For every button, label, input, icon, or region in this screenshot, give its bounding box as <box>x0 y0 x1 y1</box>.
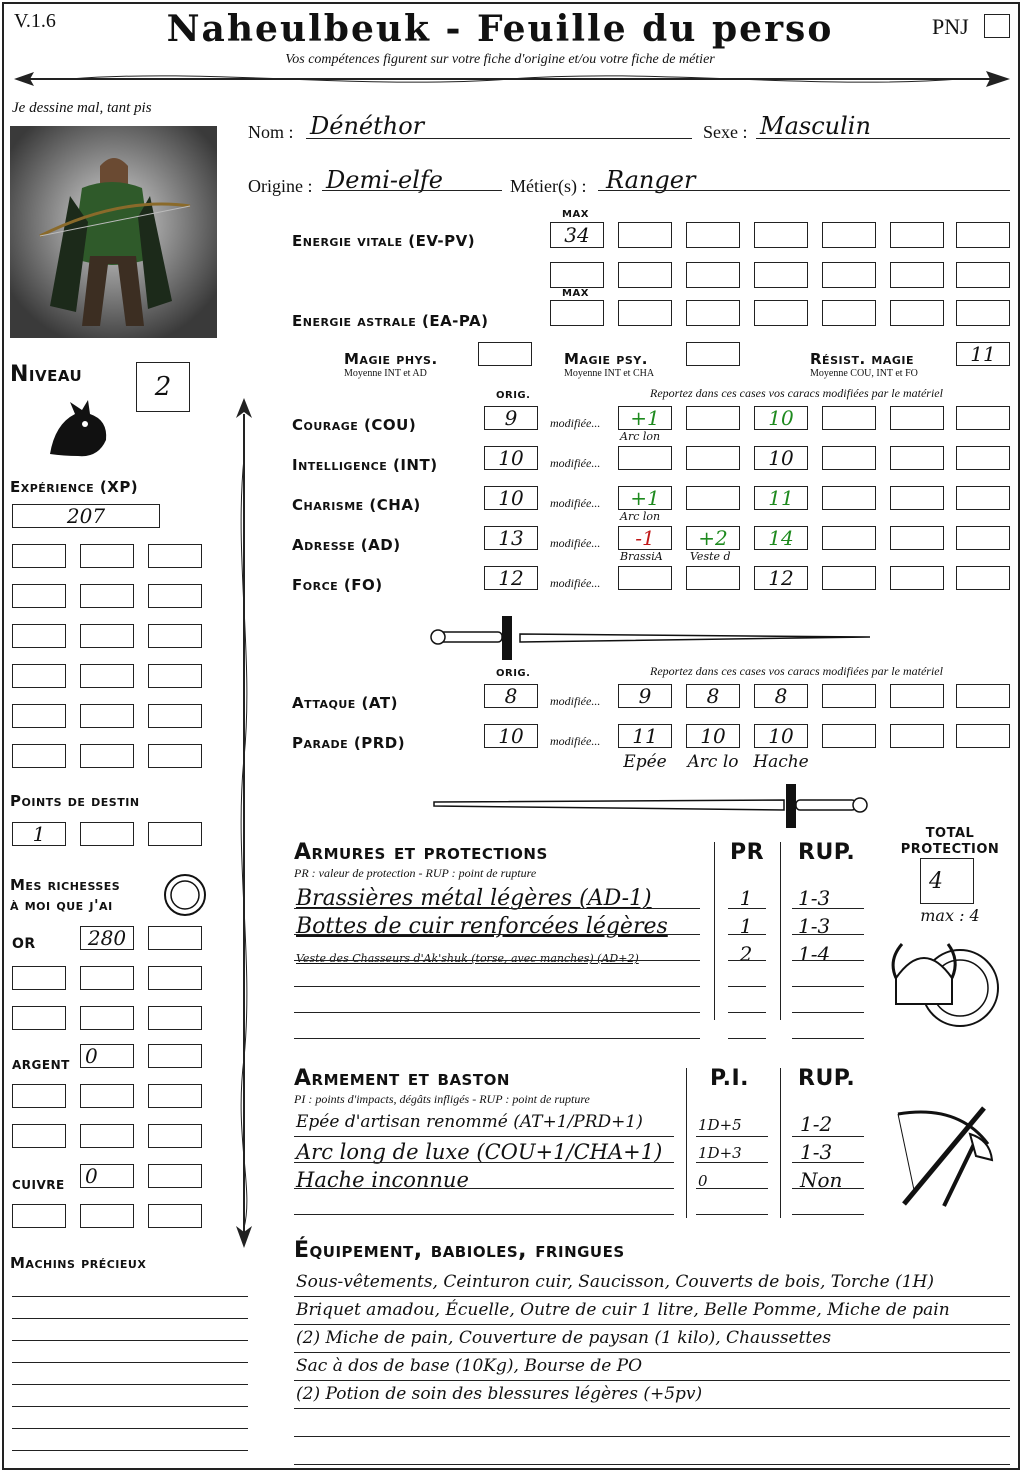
magie-psy-label: Magie psy. <box>564 350 648 368</box>
machins-line <box>12 1450 248 1451</box>
origine-line <box>322 190 502 191</box>
sexe-label: Sexe : <box>703 122 748 142</box>
armure-name[interactable]: Veste des Chasseurs d'Ak'shuk (torse, avec manches) (AD+2) <box>296 952 639 965</box>
cuivre-box[interactable] <box>12 1204 66 1228</box>
carac-label: Force (FO) <box>292 576 383 594</box>
destin-label: Points de destin <box>10 792 140 810</box>
armure-name[interactable]: Bottes de cuir renforcées légères <box>296 914 668 939</box>
armure-line <box>294 1012 700 1013</box>
equipement-line <box>294 1380 1010 1381</box>
ea-box[interactable] <box>618 300 672 326</box>
arme-pi-line <box>696 1214 768 1215</box>
sexe-value[interactable]: Masculin <box>760 112 871 140</box>
carac-orig-box[interactable]: 13 <box>484 526 538 550</box>
carac-mod-note: Veste d <box>690 550 731 563</box>
equipement-line <box>294 1436 1010 1437</box>
sexe-line <box>756 138 1010 139</box>
ea-box[interactable] <box>754 300 808 326</box>
carac-mod-box[interactable] <box>822 406 876 430</box>
armure-line <box>294 1038 700 1039</box>
armure-rup[interactable]: 1-3 <box>798 914 831 938</box>
xp-box[interactable] <box>12 584 66 608</box>
armure-pr-line <box>728 960 766 961</box>
xp-box[interactable] <box>148 664 202 688</box>
ev-box[interactable] <box>956 262 1010 288</box>
carac-modif-label: modifiée... <box>550 456 601 470</box>
combat-modif-label: modifiée... <box>550 734 601 748</box>
combat-orig-label: ORIG. <box>496 668 531 679</box>
or-box[interactable] <box>80 1006 134 1030</box>
arme-line <box>294 1214 674 1215</box>
portrait-caption: Je dessine mal, tant pis <box>12 100 152 116</box>
prd-label: Parade (PRD) <box>292 734 406 752</box>
ev-box[interactable] <box>550 262 604 288</box>
origine-value[interactable]: Demi-elfe <box>326 166 443 194</box>
resist-magie-box[interactable]: 11 <box>956 342 1010 366</box>
at-mod-box[interactable]: 8 <box>686 684 740 708</box>
carac-mod-box[interactable] <box>956 446 1010 470</box>
armures-pr-label: PR <box>730 840 765 865</box>
carac-modif-label: modifiée... <box>550 416 601 430</box>
machins-line <box>12 1406 248 1407</box>
arme-line <box>294 1136 674 1137</box>
page-subtitle: Vos compétences figurent sur votre fiche d'origine et/ou votre fiche de métier <box>285 52 715 67</box>
carac-mod-box[interactable] <box>686 486 740 510</box>
carac-mod-box[interactable] <box>890 406 944 430</box>
nom-line <box>306 138 692 139</box>
page-title: Naheulbeuk - Feuille du perso <box>166 8 834 50</box>
carac-orig-box[interactable]: 10 <box>484 446 538 470</box>
character-portrait <box>10 126 217 338</box>
total-label-1: TOTAL <box>925 826 975 841</box>
at-label: Attaque (AT) <box>292 694 398 712</box>
ev-max-box[interactable]: 34 <box>550 222 604 248</box>
carac-orig-label: ORIG. <box>496 390 531 401</box>
carac-mod-box[interactable] <box>890 446 944 470</box>
machins-line <box>12 1428 248 1429</box>
niveau-label: Niveau <box>10 362 83 387</box>
magie-phys-label: Magie phys. <box>344 350 438 368</box>
xp-box[interactable] <box>148 624 202 648</box>
armure-pr-line <box>728 986 766 987</box>
arme-rup-line <box>792 1214 864 1215</box>
carac-mod-box[interactable] <box>956 486 1010 510</box>
xp-box[interactable] <box>148 744 202 768</box>
cuivre-box[interactable]: 0 <box>80 1164 134 1188</box>
armure-pr-line <box>728 934 766 935</box>
ea-box[interactable] <box>890 300 944 326</box>
xp-box[interactable] <box>148 584 202 608</box>
armures-sub: PR : valeur de protection - RUP : point de rupture <box>294 866 537 880</box>
argent-box[interactable]: 0 <box>80 1044 134 1068</box>
or-label: OR <box>12 936 36 952</box>
cuivre-box[interactable] <box>148 1164 202 1188</box>
machins-line <box>12 1318 248 1319</box>
carac-mod-box[interactable] <box>890 486 944 510</box>
metier-label: Métier(s) : <box>510 176 587 196</box>
equipement-item[interactable]: (2) Potion de soin des blessures légères (+5pv) <box>296 1384 703 1404</box>
sword-icon <box>430 612 874 662</box>
equipement-item[interactable]: (2) Miche de pain, Couverture de paysan (1 kilo), Chaussettes <box>296 1328 832 1348</box>
xp-box[interactable] <box>148 544 202 568</box>
argent-box[interactable] <box>80 1124 134 1148</box>
ev-box[interactable] <box>618 222 672 248</box>
xp-box[interactable] <box>80 544 134 568</box>
arme-rup[interactable]: 1-3 <box>800 1140 833 1164</box>
helmet-shield-icon <box>888 926 1000 1036</box>
weapon-column-label: Arc lo <box>687 752 739 772</box>
arrow-divider-icon <box>10 66 1014 92</box>
armure-rup-line <box>792 960 864 961</box>
metier-value[interactable]: Ranger <box>606 166 696 194</box>
armement-divider-2 <box>780 1068 781 1218</box>
arme-rup[interactable]: 1-2 <box>800 1112 833 1136</box>
dragon-icon <box>40 394 110 464</box>
carac-mod-box[interactable] <box>890 526 944 550</box>
at-mod-box[interactable] <box>956 684 1010 708</box>
prd-mod-box[interactable]: 10 <box>686 724 740 748</box>
armures-title: Armures et protections <box>294 840 548 865</box>
origine-label: Origine : <box>248 176 313 196</box>
version: V.1.6 <box>14 10 56 32</box>
destin-box-1[interactable]: 1 <box>12 822 66 846</box>
xp-box[interactable] <box>12 704 66 728</box>
carac-mod-note: BrassiA <box>620 550 663 563</box>
carac-mod-box[interactable]: 11 <box>754 486 808 510</box>
ev-box[interactable] <box>956 222 1010 248</box>
ev-box[interactable] <box>890 222 944 248</box>
ev-box[interactable] <box>754 222 808 248</box>
machins-label: Machins précieux <box>10 1254 147 1272</box>
carac-mod-box[interactable] <box>686 446 740 470</box>
armure-line <box>294 960 700 961</box>
arme-pi[interactable]: 1D+3 <box>698 1144 742 1162</box>
carac-mod-box[interactable] <box>618 566 672 590</box>
magie-psy-sub: Moyenne INT et CHA <box>564 368 655 379</box>
cuivre-label: CUIVRE <box>12 1178 65 1192</box>
equipement-line <box>294 1296 1010 1297</box>
carac-mod-box[interactable] <box>822 446 876 470</box>
carac-mod-box[interactable] <box>686 566 740 590</box>
prd-mod-box[interactable] <box>822 724 876 748</box>
carac-mod-box[interactable]: -1 <box>618 526 672 550</box>
destin-box-2[interactable] <box>80 822 134 846</box>
armure-name[interactable]: Brassières métal légères (AD-1) <box>296 886 652 911</box>
arme-rup[interactable]: Non <box>800 1168 843 1192</box>
ev-box[interactable] <box>618 262 672 288</box>
carac-mod-box[interactable]: +2 <box>686 526 740 550</box>
carac-mod-box[interactable] <box>890 566 944 590</box>
carac-mod-note: Arc lon <box>620 510 661 523</box>
xp-box[interactable] <box>80 664 134 688</box>
armures-rup-label: RUP. <box>798 840 856 865</box>
xp-box[interactable] <box>80 584 134 608</box>
at-mod-box[interactable] <box>822 684 876 708</box>
pnj-label: PNJ <box>932 14 969 39</box>
carac-mod-box[interactable]: 12 <box>754 566 808 590</box>
prd-mod-box[interactable]: 11 <box>618 724 672 748</box>
ev-box[interactable] <box>890 262 944 288</box>
xp-box[interactable] <box>12 744 66 768</box>
or-box[interactable]: 280 <box>80 926 134 950</box>
armure-line <box>294 986 700 987</box>
prd-orig-box[interactable]: 10 <box>484 724 538 748</box>
equipement-item[interactable]: Sac à dos de base (10Kg), Bourse de PO <box>296 1356 643 1376</box>
prd-mod-box[interactable] <box>890 724 944 748</box>
prd-mod-box[interactable] <box>956 724 1010 748</box>
at-orig-box[interactable]: 8 <box>484 684 538 708</box>
carac-mod-box[interactable] <box>686 406 740 430</box>
total-max: max : 4 <box>920 906 980 925</box>
armure-rup[interactable]: 1-4 <box>798 942 831 966</box>
cuivre-box[interactable] <box>148 1204 202 1228</box>
magie-phys-box[interactable] <box>478 342 532 366</box>
destin-box-3[interactable] <box>148 822 202 846</box>
armures-divider-2 <box>780 842 781 1020</box>
armure-line <box>294 934 700 935</box>
carac-mod-box[interactable]: +1 <box>618 486 672 510</box>
carac-label: Courage (COU) <box>292 416 417 434</box>
carac-modif-label: modifiée... <box>550 536 601 550</box>
argent-box[interactable] <box>148 1044 202 1068</box>
armure-line <box>294 908 700 909</box>
machins-line <box>12 1340 248 1341</box>
arme-name[interactable]: Hache inconnue <box>296 1168 469 1192</box>
arme-line <box>294 1162 674 1163</box>
equipement-line <box>294 1352 1010 1353</box>
xp-box[interactable] <box>12 624 66 648</box>
carac-mod-box[interactable] <box>956 566 1010 590</box>
equipement-item[interactable]: Briquet amadou, Écuelle, Outre de cuir 1 litre, Belle Pomme, Miche de pain <box>296 1300 950 1320</box>
at-mod-box[interactable]: 9 <box>618 684 672 708</box>
machins-line <box>12 1362 248 1363</box>
armement-pi-label: P.I. <box>710 1066 749 1091</box>
argent-box[interactable] <box>12 1084 66 1108</box>
arme-rup-line <box>792 1188 864 1189</box>
carac-mod-box[interactable] <box>956 406 1010 430</box>
weapons-icon <box>884 1094 1008 1216</box>
armement-sub: PI : points d'impacts, dégâts infligés - RUP : point de rupture <box>294 1092 590 1106</box>
argent-label: ARGENT <box>12 1058 70 1072</box>
carac-orig-box[interactable]: 12 <box>484 566 538 590</box>
or-box[interactable] <box>148 966 202 990</box>
prd-mod-box[interactable]: 10 <box>754 724 808 748</box>
carac-mod-box[interactable]: +1 <box>618 406 672 430</box>
carac-mod-box[interactable] <box>822 486 876 510</box>
armure-rup-line <box>792 986 864 987</box>
armure-rup-line <box>792 1038 864 1039</box>
argent-box[interactable] <box>148 1124 202 1148</box>
magie-psy-box[interactable] <box>686 342 740 366</box>
equipement-item[interactable]: Sous-vêtements, Ceinturon cuir, Saucisson, Couverts de bois, Torche (1H) <box>296 1272 934 1292</box>
richesses-label-2: à moi que j'ai <box>10 896 113 914</box>
carac-mod-box[interactable] <box>822 566 876 590</box>
xp-box[interactable] <box>148 704 202 728</box>
richesses-label-1: Mes richesses <box>10 876 121 894</box>
armure-pr-line <box>728 908 766 909</box>
carac-mod-box[interactable] <box>822 526 876 550</box>
armure-pr[interactable]: 2 <box>739 942 753 966</box>
arme-name[interactable]: Epée d'artisan renommé (AT+1/PRD+1) <box>296 1112 643 1132</box>
cuivre-box[interactable] <box>80 1204 134 1228</box>
armure-pr[interactable]: 1 <box>739 914 753 938</box>
nom-label: Nom : <box>248 122 294 142</box>
xp-box[interactable] <box>80 624 134 648</box>
carac-orig-box[interactable]: 10 <box>484 486 538 510</box>
armure-rup-line <box>792 934 864 935</box>
weapon-column-label: Epée <box>623 752 667 772</box>
carac-mod-note: Arc lon <box>620 430 661 443</box>
armure-pr-line <box>728 1012 766 1013</box>
argent-box[interactable] <box>12 1124 66 1148</box>
machins-line <box>12 1384 248 1385</box>
ea-max-box[interactable] <box>550 300 604 326</box>
xp-box[interactable] <box>80 744 134 768</box>
carac-label: Adresse (AD) <box>292 536 401 554</box>
equipement-title: Équipement, babioles, fringues <box>294 1238 625 1263</box>
equipement-line <box>294 1464 1010 1465</box>
carac-orig-box[interactable]: 9 <box>484 406 538 430</box>
pnj-checkbox[interactable] <box>984 14 1010 38</box>
or-box[interactable] <box>148 926 202 950</box>
coin-icon <box>162 872 208 918</box>
carac-mod-box[interactable]: 10 <box>754 446 808 470</box>
ev-box[interactable] <box>686 262 740 288</box>
niveau-box[interactable]: 2 <box>136 362 190 412</box>
ea-box[interactable] <box>956 300 1010 326</box>
equipement-line <box>294 1408 1010 1409</box>
ev-box[interactable] <box>822 262 876 288</box>
armement-rup-label: RUP. <box>798 1066 856 1091</box>
arme-pi-line <box>696 1136 768 1137</box>
ea-label: Energie astrale (EA-PA) <box>292 312 489 330</box>
arme-pi-line <box>696 1188 768 1189</box>
arme-rup-line <box>792 1162 864 1163</box>
ea-box[interactable] <box>686 300 740 326</box>
combat-modif-label: modifiée... <box>550 694 601 708</box>
carac-mod-box[interactable] <box>956 526 1010 550</box>
ea-max-label: MAX <box>562 288 589 299</box>
carac-label: Charisme (CHA) <box>292 496 421 514</box>
arme-pi[interactable]: 1D+5 <box>698 1116 742 1134</box>
ev-box[interactable] <box>754 262 808 288</box>
armement-divider-1 <box>686 1068 687 1218</box>
total-protection-box[interactable]: 4 <box>920 858 974 904</box>
ea-box[interactable] <box>822 300 876 326</box>
at-mod-box[interactable] <box>890 684 944 708</box>
xp-box[interactable] <box>12 664 66 688</box>
total-label-2: PROTECTION <box>900 842 1000 857</box>
ev-box[interactable] <box>822 222 876 248</box>
carac-note: Reportez dans ces cases vos caracs modifiées par le matériel <box>650 386 943 400</box>
xp-box[interactable] <box>80 704 134 728</box>
arme-pi[interactable]: 0 <box>698 1172 708 1190</box>
sword-icon <box>430 780 874 830</box>
carac-label: Intelligence (INT) <box>292 456 438 474</box>
metier-line <box>598 190 1010 191</box>
or-box[interactable] <box>12 1006 66 1030</box>
armure-rup-line <box>792 908 864 909</box>
arme-name[interactable]: Arc long de luxe (COU+1/CHA+1) <box>296 1140 663 1164</box>
xp-box[interactable]: 207 <box>12 504 160 528</box>
ev-max-label: MAX <box>562 209 589 220</box>
armement-title: Armement et baston <box>294 1066 510 1091</box>
carac-modif-label: modifiée... <box>550 576 601 590</box>
or-box[interactable] <box>12 966 66 990</box>
nom-value[interactable]: Dénéthor <box>310 112 425 140</box>
armure-rup-line <box>792 1012 864 1013</box>
magie-phys-sub: Moyenne INT et AD <box>344 368 427 379</box>
ev-box[interactable] <box>686 222 740 248</box>
resist-magie-sub: Moyenne COU, INT et FO <box>810 368 918 379</box>
armure-pr-line <box>728 1038 766 1039</box>
combat-note: Reportez dans ces cases vos caracs modifiées par le matériel <box>650 664 943 678</box>
ev-label: Energie vitale (EV-PV) <box>292 232 476 250</box>
carac-mod-box[interactable] <box>618 446 672 470</box>
argent-box[interactable] <box>80 1084 134 1108</box>
weapon-column-label: Hache <box>753 752 809 772</box>
at-mod-box[interactable]: 8 <box>754 684 808 708</box>
equipement-line <box>294 1324 1010 1325</box>
resist-magie-label: Résist. magie <box>810 350 915 368</box>
carac-modif-label: modifiée... <box>550 496 601 510</box>
armure-pr[interactable]: 1 <box>739 886 753 910</box>
armures-divider-1 <box>714 842 715 1020</box>
or-box[interactable] <box>80 966 134 990</box>
arme-line <box>294 1188 674 1189</box>
machins-line <box>12 1296 248 1297</box>
xp-box[interactable] <box>12 544 66 568</box>
arme-rup-line <box>792 1136 864 1137</box>
argent-box[interactable] <box>148 1084 202 1108</box>
arme-pi-line <box>696 1162 768 1163</box>
carac-mod-box[interactable]: 14 <box>754 526 808 550</box>
carac-mod-box[interactable]: 10 <box>754 406 808 430</box>
xp-label: Expérience (XP) <box>10 478 139 496</box>
armure-rup[interactable]: 1-3 <box>798 886 831 910</box>
arrow-icon <box>232 398 256 1248</box>
or-box[interactable] <box>148 1006 202 1030</box>
